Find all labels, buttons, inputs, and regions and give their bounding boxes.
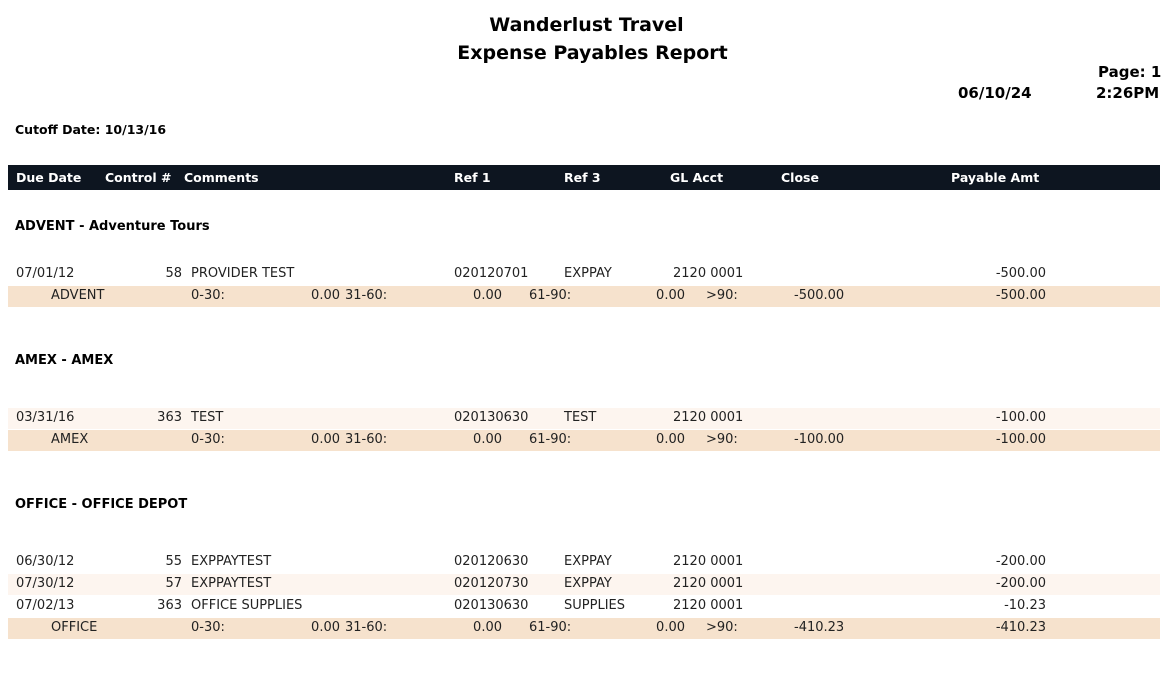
cell-gl-acct: 2120 0001 <box>673 576 744 591</box>
aging-31-60-value: 0.00 <box>473 288 502 303</box>
cell-comments: EXPPAYTEST <box>191 576 272 591</box>
cell-gl-acct: 2120 0001 <box>673 410 744 425</box>
subtotal-amt: -410.23 <box>995 620 1046 635</box>
cell-ref3: EXPPAY <box>564 266 612 281</box>
table-row <box>8 574 1160 595</box>
table-row <box>8 552 1160 573</box>
group-title: OFFICE - OFFICE DEPOT <box>15 497 188 512</box>
cell-comments: OFFICE SUPPLIES <box>191 598 303 613</box>
subtotal-row <box>8 286 1160 307</box>
col-control: Control # <box>105 170 172 185</box>
cell-ref3: EXPPAY <box>564 554 612 569</box>
aging-0-30-value: 0.00 <box>311 432 340 447</box>
aging-over-90-label: >90: <box>706 288 738 303</box>
cutoff-date: Cutoff Date: 10/13/16 <box>15 122 167 137</box>
company-name: Wanderlust Travel <box>489 14 684 36</box>
aging-61-90-label: 61-90: <box>529 620 572 635</box>
aging-31-60-label: 31-60: <box>345 432 388 447</box>
group-title: ADVENT - Adventure Tours <box>15 219 210 234</box>
cell-ref3: SUPPLIES <box>564 598 625 613</box>
aging-over-90-value: -500.00 <box>794 288 845 303</box>
report-date: 06/10/24 <box>958 84 1032 102</box>
page-number: Page: 1 <box>1098 63 1162 81</box>
col-gl-acct: GL Acct <box>670 170 724 185</box>
aging-61-90-value: 0.00 <box>656 432 685 447</box>
cell-payable-amt: -200.00 <box>995 554 1046 569</box>
col-payable-amt: Payable Amt <box>951 170 1040 185</box>
col-ref3: Ref 3 <box>564 170 601 185</box>
subtotal-amt: -100.00 <box>995 432 1046 447</box>
aging-61-90-value: 0.00 <box>656 620 685 635</box>
subtotal-row <box>8 618 1160 639</box>
aging-31-60-label: 31-60: <box>345 288 388 303</box>
cell-ref1: 020120730 <box>454 576 529 591</box>
aging-61-90-value: 0.00 <box>656 288 685 303</box>
cell-control: 55 <box>165 554 182 569</box>
cell-control: 363 <box>157 598 182 613</box>
col-close: Close <box>781 170 819 185</box>
subtotal-row <box>8 430 1160 451</box>
cell-payable-amt: -500.00 <box>995 266 1046 281</box>
subtotal-code: OFFICE <box>51 620 98 635</box>
cell-control: 58 <box>165 266 182 281</box>
aging-over-90-value: -100.00 <box>794 432 845 447</box>
cell-due-date: 07/02/13 <box>16 598 75 613</box>
col-ref1: Ref 1 <box>454 170 491 185</box>
cell-control: 57 <box>165 576 182 591</box>
aging-over-90-label: >90: <box>706 620 738 635</box>
cell-ref1: 020120630 <box>454 554 529 569</box>
table-row <box>8 264 1160 285</box>
cell-gl-acct: 2120 0001 <box>673 598 744 613</box>
group-title: AMEX - AMEX <box>15 353 114 368</box>
cell-due-date: 07/30/12 <box>16 576 75 591</box>
cell-ref1: 020130630 <box>454 410 529 425</box>
cell-control: 363 <box>157 410 182 425</box>
cell-comments: PROVIDER TEST <box>191 266 295 281</box>
cell-due-date: 06/30/12 <box>16 554 75 569</box>
col-due-date: Due Date <box>16 170 82 185</box>
cell-ref1: 020120701 <box>454 266 529 281</box>
cell-gl-acct: 2120 0001 <box>673 554 744 569</box>
aging-31-60-value: 0.00 <box>473 432 502 447</box>
subtotal-amt: -500.00 <box>995 288 1046 303</box>
cell-due-date: 03/31/16 <box>16 410 75 425</box>
aging-0-30-label: 0-30: <box>191 620 225 635</box>
cell-comments: EXPPAYTEST <box>191 554 272 569</box>
cell-ref3: EXPPAY <box>564 576 612 591</box>
aging-31-60-label: 31-60: <box>345 620 388 635</box>
subtotal-code: ADVENT <box>51 288 105 303</box>
aging-over-90-value: -410.23 <box>794 620 845 635</box>
cell-due-date: 07/01/12 <box>16 266 75 281</box>
cell-payable-amt: -10.23 <box>1004 598 1046 613</box>
aging-0-30-value: 0.00 <box>311 288 340 303</box>
cell-comments: TEST <box>191 410 224 425</box>
col-comments: Comments <box>184 170 259 185</box>
table-row <box>8 408 1160 429</box>
aging-61-90-label: 61-90: <box>529 288 572 303</box>
table-row <box>8 596 1160 617</box>
aging-0-30-label: 0-30: <box>191 432 225 447</box>
cell-ref1: 020130630 <box>454 598 529 613</box>
column-header-band <box>8 165 1160 190</box>
report-time: 2:26PM <box>1096 84 1160 102</box>
report-title: Expense Payables Report <box>457 42 728 64</box>
aging-0-30-label: 0-30: <box>191 288 225 303</box>
subtotal-code: AMEX <box>51 432 89 447</box>
aging-31-60-value: 0.00 <box>473 620 502 635</box>
cell-payable-amt: -200.00 <box>995 576 1046 591</box>
aging-0-30-value: 0.00 <box>311 620 340 635</box>
cell-ref3: TEST <box>564 410 597 425</box>
cell-payable-amt: -100.00 <box>995 410 1046 425</box>
cell-gl-acct: 2120 0001 <box>673 266 744 281</box>
aging-61-90-label: 61-90: <box>529 432 572 447</box>
aging-over-90-label: >90: <box>706 432 738 447</box>
